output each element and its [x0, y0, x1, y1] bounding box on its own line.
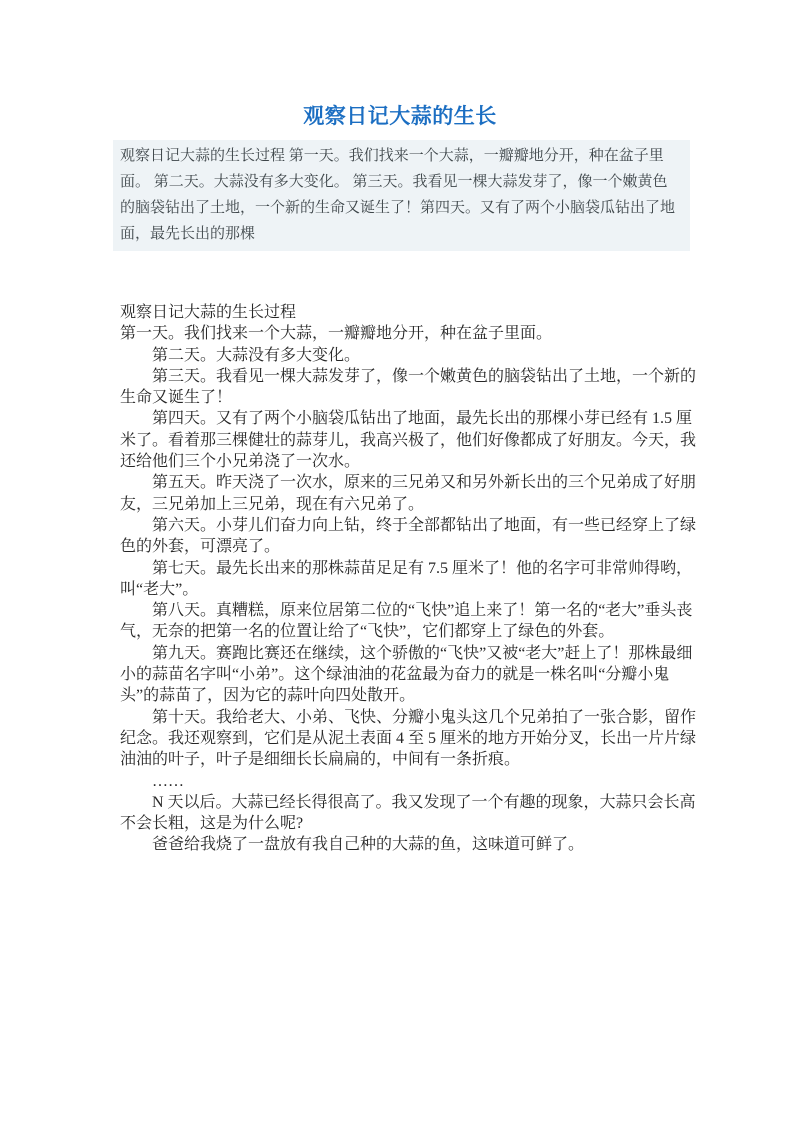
paragraph: 第三天。我看见一棵大蒜发芽了，像一个嫩黄色的脑袋钻出了土地，一个新的生命又诞生了！	[120, 367, 697, 407]
document-body	[120, 302, 698, 856]
summary-text: 观察日记大蒜的生长过程 第一天。我们找来一个大蒜，一瓣瓣地分开，种在盆子里面。 第二天。大蒜没有多大变化。 第三天。我看见一棵大蒜发芽了，像一个嫩黄色的脑袋钻出了土地，一个新的生命又诞生了！第四天。又有了两个小脑袋瓜钻出了地面，最先长出的那棵	[120, 148, 676, 242]
paragraph: 第四天。又有了两个小脑袋瓜钻出了地面，最先长出的那棵小芽已经有 1.5 厘米了。看着那三棵健壮的蒜芽儿，我高兴极了，他们好像都成了好朋友。今天，我还给他们三个小兄弟浇了一次水。	[120, 410, 697, 471]
paragraph: 第五天。昨天浇了一次水，原来的三兄弟又和另外新长出的三个兄弟成了好朋友，三兄弟加上三兄弟，现在有六兄弟了。	[120, 474, 697, 513]
paragraph: 第十天。我给老大、小弟、飞快、分瓣小鬼头这几个兄弟拍了一张合影，留作纪念。我还观察到，它们是从泥土表面 4 至 5 厘米的地方开始分叉，长出一片片绿油油的叶子，叶子是细细长长扁扁的，中间有一条折痕。	[120, 708, 697, 769]
paragraph: 爸爸给我烧了一盘放有我自己种的大蒜的鱼，这味道可鲜了。	[152, 836, 585, 854]
paragraph: 第一天。我们找来一个大蒜，一瓣瓣地分开，种在盆子里面。	[120, 325, 553, 343]
paragraph: 第七天。最先长出来的那株蒜苗足足有 7.5 厘米了！他的名字可非常帅得哟，叫“老大”。	[120, 559, 693, 598]
paragraph: 第二天。大蒜没有多大变化。	[152, 346, 361, 364]
paragraph: 观察日记大蒜的生长过程	[120, 304, 297, 321]
paragraph: N 天以后。大蒜已经长得很高了。我又发现了一个有趣的现象，大蒜只会长高不会长粗，这是为什么呢?	[120, 793, 696, 833]
summary-highlight-block	[113, 140, 690, 251]
paragraph: ……	[152, 772, 184, 790]
paragraph: 第八天。真糟糕，原来位居第二位的“飞快”追上来了！第一名的“老大”垂头丧气，无奈的把第一名的位置让给了“飞快”，它们都穿上了绿色的外套。	[120, 602, 693, 641]
paragraph: 第六天。小芽儿们奋力向上钻，终于全部都钻出了地面，有一些已经穿上了绿色的外套，可漂亮了。	[120, 516, 697, 556]
page-title: 观察日记大蒜的生长	[303, 104, 497, 128]
paragraph: 第九天。赛跑比赛还在继续，这个骄傲的“飞快”又被“老大”赶上了！那株最细小的蒜苗名字叫“小弟”。这个绿油油的花盆最为奋力的就是一株名叫“分瓣小鬼头”的蒜苗了，因为它的蒜叶向四处散开。	[120, 644, 693, 705]
